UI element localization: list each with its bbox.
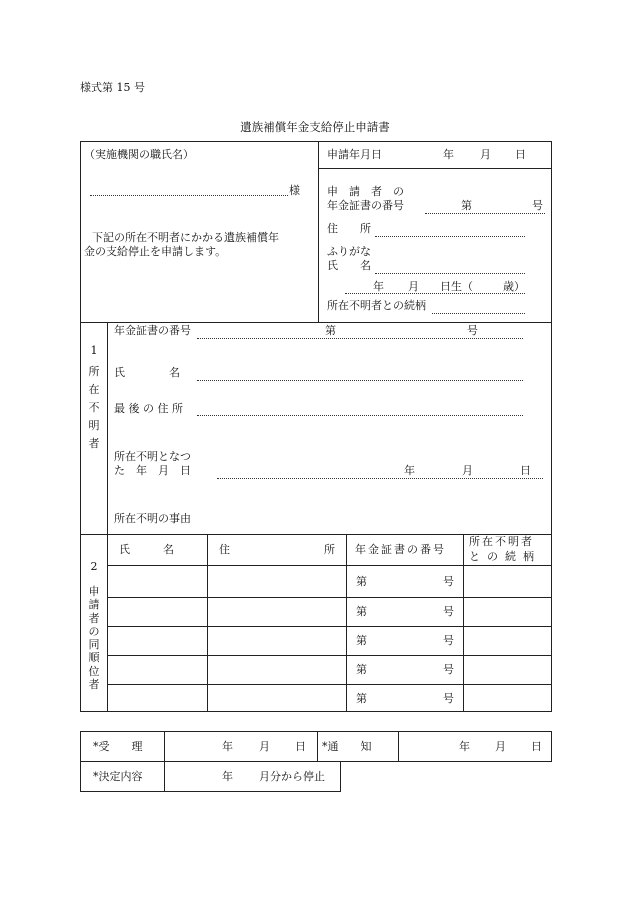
successor-name-cell[interactable] [108,566,207,597]
applicant-name-line[interactable] [375,273,525,274]
missing-name-label: 氏 名 [114,366,180,379]
application-date-label: 申請年月日 [327,148,382,161]
col-relation-header-1: 所在不明者 [469,535,534,548]
decision-month-text: 月分から停止 [259,770,325,783]
missing-cert-dai: 第 [325,324,336,337]
furigana-label: ふりがな [327,245,371,258]
applicant-address-label: 住 所 [327,222,371,235]
successor-relation-cell[interactable] [464,627,552,655]
col-relation-header-2: との続柄 [469,550,541,563]
birth-day: 日生（ [440,280,473,293]
decision-label: *決定内容 [93,770,143,783]
form-number: 様式第 15 号 [80,81,145,94]
birth-age: 歳） [503,280,525,293]
notice-day: 日 [531,740,542,753]
decision-year: 年 [222,770,233,783]
successor-address-cell[interactable] [208,656,346,684]
section-1-number: 1 [90,344,98,357]
missing-date-label-1: 所在不明となつ [114,450,191,463]
missing-date-label-2: た 年 月 日 [114,464,191,477]
missing-person-label-divider [107,322,108,535]
successor-cert-dai: 第 [356,575,367,588]
notice-year: 年 [459,740,470,753]
successor-cert-go: 号 [443,605,454,618]
successor-cert-go: 号 [443,663,454,676]
col-address-header-b: 所 [324,543,335,556]
successor-cert-go: 号 [443,634,454,647]
application-date-day[interactable]: 日 [515,148,526,161]
successor-relation-cell[interactable] [464,598,552,626]
missing-date-month: 月 [462,464,473,477]
applicant-cert-label-1: 申 請 者 の [327,185,404,198]
successor-address-cell[interactable] [208,627,346,655]
successors-col-divider-2 [346,534,347,712]
section-2-title: 申請者の同順位者 [88,585,100,692]
missing-cert-line[interactable] [197,338,523,339]
date-row-divider [318,168,552,169]
application-date-month[interactable]: 月 [480,148,491,161]
successor-address-cell[interactable] [208,598,346,626]
relation-line[interactable] [432,313,525,314]
col-name-header: 氏 名 [119,543,174,556]
application-date-year[interactable]: 年 [443,148,454,161]
successor-relation-cell[interactable] [464,656,552,684]
successor-name-cell[interactable] [108,685,207,712]
office-mid-divider-2 [398,731,399,762]
notice-label: *通 知 [322,740,372,753]
successor-relation-cell[interactable] [464,685,552,712]
successor-name-cell[interactable] [108,627,207,655]
missing-last-address-line[interactable] [197,415,523,416]
col-cert-header: 年金証書の番号 [355,543,446,556]
successor-cert-dai: 第 [356,663,367,676]
successor-cert-dai: 第 [356,605,367,618]
applicant-cert-line[interactable] [425,213,545,214]
missing-date-day: 日 [520,464,531,477]
statement-line-1: 下記の所在不明者にかかる遺族補償年 [92,231,279,244]
successor-relation-cell[interactable] [464,566,552,597]
applicant-name-label: 氏 名 [327,259,371,272]
agency-name-line[interactable] [90,195,288,196]
office-mid-divider-1 [317,731,318,762]
successor-address-cell[interactable] [208,685,346,712]
notice-month: 月 [495,740,506,753]
section-2-number: 2 [90,560,98,573]
receipt-label: *受 理 [93,740,143,753]
receipt-month: 月 [259,740,270,753]
successor-name-cell[interactable] [108,656,207,684]
agency-label: （実施機関の職氏名） [84,148,194,161]
page-title: 遺族補償年金支給停止申請書 [240,120,390,134]
applicant-cert-go: 号 [532,199,543,212]
missing-date-year: 年 [404,464,415,477]
statement-line-2: 金の支給停止を申請します。 [84,245,227,258]
missing-reason-label: 所在不明の事由 [114,512,191,525]
section-1-title: 所在不明者 [88,365,100,450]
birth-year: 年 [373,280,384,293]
missing-cert-label: 年金証書の番号 [114,324,191,337]
missing-last-address-label: 最 後 の 住 所 [114,402,183,415]
col-address-header-a: 住 [219,543,230,556]
applicant-cert-dai: 第 [461,199,472,212]
successor-cert-dai: 第 [356,692,367,705]
relation-label: 所在不明者との続柄 [327,299,426,312]
birth-date-line[interactable] [345,293,525,294]
successor-name-cell[interactable] [108,598,207,626]
successor-cert-go: 号 [443,575,454,588]
receipt-day: 日 [295,740,306,753]
successor-cert-dai: 第 [356,634,367,647]
birth-month: 月 [408,280,419,293]
office-use-box [80,731,552,762]
successor-cert-go: 号 [443,692,454,705]
receipt-year: 年 [222,740,233,753]
sama-label: 様 [289,184,300,197]
applicant-address-line[interactable] [375,236,525,237]
missing-person-section [80,322,552,535]
applicant-cert-label-2: 年金証書の番号 [327,199,404,212]
missing-name-line[interactable] [197,380,523,381]
office-label-divider [164,731,165,792]
missing-cert-go: 号 [467,324,478,337]
successor-address-cell[interactable] [208,566,346,597]
missing-date-line[interactable] [217,478,543,479]
